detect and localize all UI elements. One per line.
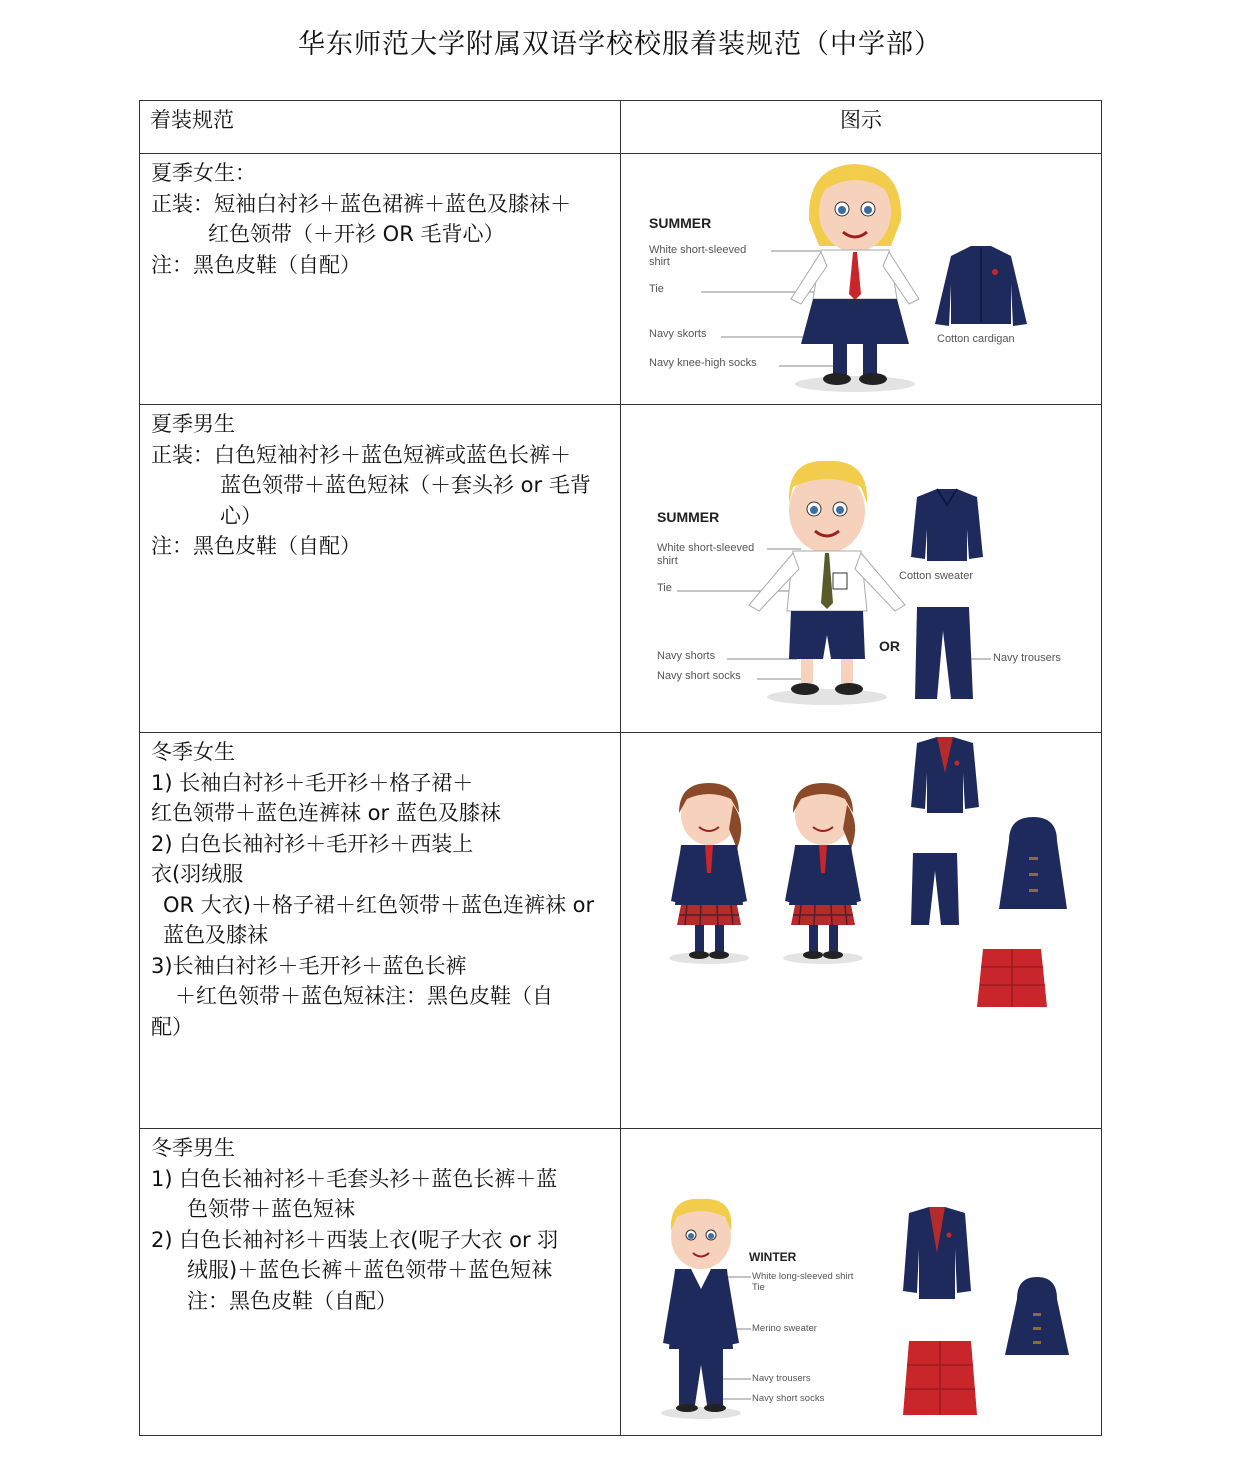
girl-figure-a [669, 783, 749, 964]
label-shirt: White short-sleeved [649, 244, 747, 256]
girl-figure [791, 164, 919, 392]
spec-line: 3)长袖白衬衫＋毛开衫＋蓝色长裤 [151, 953, 467, 978]
summer-girl-illustration [621, 154, 1101, 400]
spec-line: 夏季男生 [151, 412, 235, 436]
illustration-cell [621, 405, 1102, 733]
spec-line: 1) 长袖白衬衫＋毛开衫＋格子裙＋ [151, 770, 474, 795]
spec-line: 夏季女生： [151, 161, 256, 185]
spec-text-cell [140, 405, 621, 733]
spec-line: 冬季女生 [151, 740, 235, 764]
duffle-coat-icon [1005, 1277, 1069, 1355]
spec-line: 心） [220, 503, 262, 528]
spec-text [140, 405, 620, 562]
trousers-icon [915, 607, 973, 699]
label-trousers: Navy trousers [993, 652, 1061, 664]
boy-figure [749, 461, 905, 705]
winter-boy-illustration [621, 1129, 1101, 1431]
blazer-icon [911, 737, 979, 813]
spec-text-cell [140, 154, 621, 405]
illustration-cell [621, 1129, 1102, 1436]
spec-line: ＋红色领带＋蓝色短袜注：黑色皮鞋（自 [175, 984, 553, 1008]
label-shirt-2: shirt [649, 256, 670, 268]
label-trousers: Navy trousers [752, 1373, 811, 1384]
spec-line: 配） [151, 1014, 193, 1039]
cardigan-icon [935, 246, 1027, 326]
spec-line: 注：黑色皮鞋（自配） [151, 252, 361, 277]
boy-figure [661, 1199, 741, 1419]
label-sweater: Merino sweater [752, 1323, 817, 1334]
label-season: SUMMER [649, 215, 712, 231]
table-row-winter-boys [140, 1129, 1102, 1436]
spec-line: 注：黑色皮鞋（自配） [151, 534, 361, 558]
winter-trousers-icon [911, 853, 959, 925]
illustration-cell [621, 154, 1102, 405]
header-spec-cell [140, 101, 621, 154]
label-socks: Navy short socks [752, 1393, 825, 1404]
spec-text-cell [140, 733, 621, 1129]
sweater-icon [911, 489, 983, 561]
spec-line: OR 大衣)＋格子裙＋红色领带＋蓝色连裤袜 or [163, 892, 595, 917]
label-socks: Navy short socks [657, 670, 741, 682]
spec-line: 冬季男生 [151, 1136, 235, 1160]
label-skorts: Navy skorts [649, 328, 707, 340]
page-title: 华东师范大学附属双语学校校服着装规范（中学部） [298, 29, 942, 60]
spec-line: 蓝色及膝袜 [163, 923, 268, 947]
spec-line: 2) 白色长袖衬衫＋毛开衫＋西装上 [151, 831, 474, 856]
table-row-summer-girls [140, 154, 1102, 405]
down-jacket-icon [903, 1341, 977, 1415]
spec-text [140, 733, 620, 1042]
label-season: WINTER [749, 1250, 797, 1264]
spec-line: 注：黑色皮鞋（自配） [187, 1288, 397, 1313]
table-header-row [140, 101, 1102, 154]
spec-line: 正装：短袖白衬衫＋蓝色裙裤＋蓝色及膝袜＋ [151, 191, 571, 216]
summer-boy-illustration [621, 405, 1101, 728]
table-row-summer-boys [140, 405, 1102, 733]
header-illustration-cell [621, 101, 1102, 154]
label-shirt: White long-sleeved shirt [752, 1271, 854, 1282]
spec-text [140, 154, 620, 280]
winter-girl-illustration [621, 733, 1101, 1124]
label-tie: Tie [649, 283, 664, 295]
spec-line: 1) 白色长袖衬衫＋毛套头衫＋蓝色长裤＋蓝 [151, 1166, 558, 1191]
spec-line: 红色领带（＋开衫 OR 毛背心） [208, 222, 505, 246]
label-shorts: Navy shorts [657, 650, 716, 662]
label-tie: Tie [657, 582, 672, 594]
spec-line: 绒服)＋蓝色长裤＋蓝色领带＋蓝色短袜 [187, 1258, 553, 1282]
spec-text [140, 1129, 620, 1316]
spec-line: 衣(羽绒服 [151, 862, 244, 886]
spec-text-cell [140, 1129, 621, 1436]
label-season: SUMMER [657, 509, 720, 525]
label-cardigan: Cotton cardigan [937, 333, 1015, 345]
label-socks: Navy knee-high socks [649, 357, 757, 369]
spec-line: 正装：白色短袖衬衫＋蓝色短裤或蓝色长裤＋ [151, 442, 571, 467]
table-row-winter-girls [140, 733, 1102, 1129]
header-spec-label: 着装规范 [150, 108, 234, 132]
girl-figure-b [783, 783, 863, 964]
label-or: OR [879, 638, 900, 654]
illustration-cell [621, 733, 1102, 1129]
label-sweater: Cotton sweater [899, 570, 973, 582]
uniform-spec-table [139, 100, 1102, 1436]
label-shirt: White short-sleeved [657, 542, 755, 554]
spec-line: 蓝色领带＋蓝色短袜（＋套头衫 or 毛背 [220, 473, 591, 497]
label-shirt-2: shirt [657, 555, 678, 567]
duffle-coat-icon [999, 817, 1067, 909]
spec-line: 红色领带＋蓝色连裤袜 or 蓝色及膝袜 [151, 801, 501, 825]
blazer-icon [903, 1207, 971, 1299]
label-tie: Tie [752, 1282, 765, 1293]
spec-line: 色领带＋蓝色短袜 [187, 1197, 355, 1221]
header-illustration-label: 图示 [840, 108, 882, 132]
down-jacket-icon [977, 949, 1047, 1007]
spec-line: 2) 白色长袖衬衫＋西装上衣(呢子大衣 or 羽 [151, 1227, 559, 1252]
